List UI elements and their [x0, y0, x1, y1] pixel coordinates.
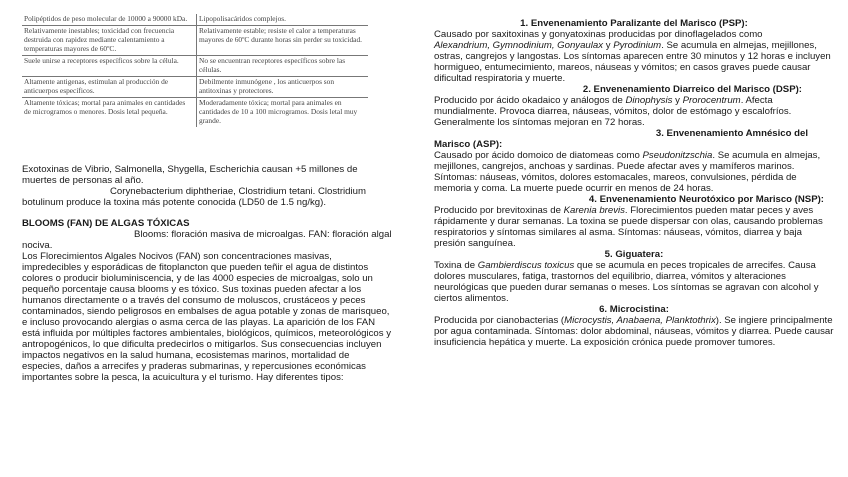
right-column — [434, 18, 834, 348]
blooms-definition: Blooms: floración masiva de microalgas. FAN: floración algal nociva. — [22, 229, 392, 251]
species-name: Pseudonitzschia — [642, 150, 713, 161]
blooms-heading: BLOOMS (FAN) DE ALGAS TÓXICAS — [22, 218, 190, 229]
text-run: . Se acumula en almejas, mejillones, ostras, cangrejos y langostas. Los síntomas aparecen entre 30 minutos y 12 horas e incluyen hormigueo, entumecimiento, mareos, náuseas y vómitos; en casos graves puede causar dificultad respiratoria y muerte. — [434, 40, 831, 84]
species-name: Microcystis, Anabaena, Planktothrix — [564, 315, 716, 326]
text-run: Causado por saxitoxinas y gonyatoxinas producidas por dinoflagelados como — [434, 29, 763, 40]
section-5-title: 5. Giguatera: — [604, 249, 664, 260]
table-row — [22, 56, 368, 77]
text-run: . Florecimientos pueden matar peces y aves rápidamente y durar semanas. La toxina se puede dispersar con olas, causando problemas respiratorios y síntomas similares al asma. Síntomas: náuseas, vómitos, diarrea y baja presión sanguínea. — [434, 205, 823, 249]
text-run: ). Se ingiere principalmente por agua contaminada. Síntomas: dolor abdominal, náuseas, vómitos y diarrea. Puede causar insuficiencia hepática y muerte. La exposición crónica puede promover tumores. — [434, 315, 834, 348]
table-cell: Moderadamente tóxica; mortal para animales en cantidades de 10 a 100 microgramos. Dosis letal muy grande. — [197, 98, 369, 128]
table-cell: Relativamente inestables; toxicidad con frecuencia destruida con rapidez mediante calentamiento a temperaturas mayores de 60ºC. — [22, 26, 197, 56]
table-row — [22, 77, 368, 98]
section-2-body — [434, 95, 834, 128]
section-3-title: 3. Envenenamiento Amnésico del — [655, 128, 808, 139]
text-run: y — [672, 95, 683, 106]
toxin-comparison-table — [22, 14, 368, 127]
section-1-title: 1. Envenenamiento Paralizante del Marisco (PSP): — [520, 18, 748, 29]
table-row — [22, 14, 368, 26]
species-name: Prorocentrum — [682, 95, 741, 106]
species-name: Alexandrium, Gymnodinium, Gonyaulax — [434, 40, 604, 51]
text-run: Causado por ácido domoico de diatomeas como — [434, 150, 643, 161]
section-6-title: 6. Microcistina: — [599, 304, 669, 315]
table-cell: Debilmente inmunógene , los anticuerpos son antitoxinas y protectores. — [197, 77, 369, 98]
section-4-body — [434, 205, 834, 249]
table-row — [22, 98, 368, 128]
species-name: Pyrodinium — [613, 40, 662, 51]
section-2-title: 2. Envenenamiento Diarreico del Marisco (DSP): — [582, 84, 802, 95]
blooms-body: Los Florecimientos Algales Nocivos (FAN) son concentraciones masivas, impredecibles y esporádicas de fitoplancton que pueden teñir el agua de distintos colores o producir bioluminiscencia, y de las 4000 especies de microalgas, solo un pequeño porcentaje causa blooms y es tóxico. Sus toxinas pueden afectar a los humanos directamente o a través del consumo de moluscos, crustáceos y peces contaminados, siendo peligrosos en embalses de agua potable y zonas de marisqueo, e incluso provocando alergias o asma cerca de las playas. La aparición de los FAN está influida por múltiples factores ambientales, biológicos, químicos, meteorológicos y antropogénicos, lo que dificulta predecirlos o mitigarlos. Sus consecuencias incluyen impactos negativos en la salud humana, ecosistemas marinos, mortalidad de especies, daños a arrecifes y praderas submarinas, y repercusiones económicas importantes sobre la pesca, la acuicultura y el turismo. Hay diferentes tipos: — [22, 251, 392, 383]
text-run: que se acumula en peces tropicales de arrecifes. Causa dolores musculares, fatiga, trastornos del equilibrio, diarrea, vómitos y alteraciones neurológicas que pueden durar semanas o meses. Los síntomas se agravan con alcohol y ciertos alimentos. — [434, 260, 819, 304]
section-3-title-cont: Marisco (ASP): — [434, 139, 503, 150]
text-run: Producida por cianobacterias ( — [434, 315, 565, 326]
clostridium-paragraph: Corynebacterium diphtheriae, Clostridium tetani. Clostridium botulinum produce la toxina más potente conocida (LD50 de 1.5 ng/kg). — [22, 186, 366, 208]
text-run: Toxina de — [434, 260, 478, 271]
section-1-body — [434, 29, 834, 84]
table-row — [22, 26, 368, 56]
section-5-body — [434, 260, 834, 304]
species-name: Gambierdiscus toxicus — [477, 260, 575, 271]
text-run: . Se acumula en almejas, mejillones, cangrejos, anchoas y sardinas. Puede afectar aves y mamíferos marinos. Síntomas: náuseas, vómitos, dolores estomacales, mareos, convulsiones, pérdida de memoria y coma. La muerte puede ocurrir en menos de 24 horas. — [434, 150, 821, 194]
section-6-body — [434, 315, 834, 348]
table-cell: Altamente antigenas, estimulan al producción de anticuerpos específicos. — [22, 77, 197, 98]
left-column-text — [22, 164, 392, 383]
table-cell: Lipopolisacáridos complejos. — [199, 14, 287, 23]
text-run: Producido por ácido okadaico y análogos de — [434, 95, 626, 106]
table-cell: Relativamente estable; resiste el calor a temperaturas mayores de 60ºC durante horas sin perder su toxicidad. — [197, 26, 369, 56]
text-run: Producido por brevitoxinas de — [434, 205, 564, 216]
text-run: y — [603, 40, 614, 51]
table-cell: Altamente tóxicas; mortal para animales en cantidades de microgramos o menores. Dosis letal pequeña. — [22, 98, 197, 128]
section-4-title: 4. Envenenamiento Neurotóxico por Marisco (NSP): — [588, 194, 824, 205]
text-run: . Afecta mundialmente. Provoca diarrea, náuseas, vómitos, dolor de estómago y escalofríos. Generalmente los síntomas mejoran en 72 horas. — [434, 95, 792, 128]
table-cell: Suele unirse a receptores específicos sobre la célula. — [22, 56, 197, 77]
species-name: Karenia brevis — [563, 205, 625, 216]
table-cell: No se encuentran receptores específicos sobre las células. — [197, 56, 369, 77]
species-name: Dinophysis — [625, 95, 673, 106]
exotoxins-paragraph: Exotoxinas de Vibrio, Salmonella, Shygella, Escherichia causan +5 millones de muertes de personas al año. — [22, 164, 358, 186]
section-3-body — [434, 150, 834, 194]
table-cell: Polipéptidos de peso molecular de 10000 a 90000 kDa. — [22, 14, 197, 26]
